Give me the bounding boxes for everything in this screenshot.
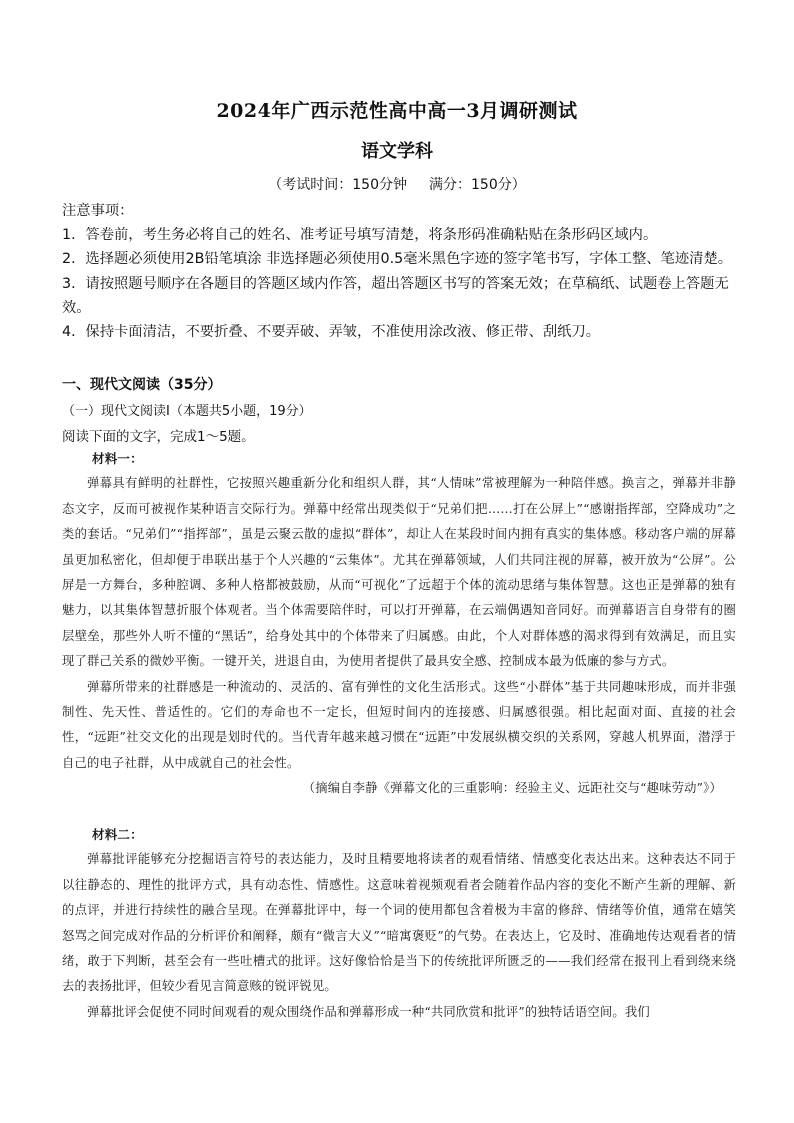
notice-item: 1．答卷前，考生务必将自己的姓名、准考证号填写清楚，将条形码准确粘贴在条形码区域内。 — [62, 227, 658, 244]
material-two — [62, 822, 736, 1025]
exam-title: 2024年广西示范性高中高一3月调研测试 — [216, 100, 578, 122]
notice-block — [62, 199, 734, 344]
passage-paragraph: 弹幕所带来的社群感是一种流动的、灵活的、富有弹性的文化生活形式。这些“小群体”基于共同趣味形成，而并非强制性、先天性、普适性的。它们的寿命也不一定长，但短时间内的连接感、归属感很强。相比起面对面、直接的社会性，“远距”社交文化的出现是划时代的。当代青年越来越习惯在“远距”中发展纵横交织的关系网，穿越人机界面，潜浮于自己的电子社群，从中成就自己的社会性。 — [62, 679, 736, 770]
material-label: 材料二： — [92, 827, 143, 842]
section-instruction: 阅读下面的文字，完成1～5题。 — [62, 429, 255, 445]
notice-heading: 注意事项： — [62, 203, 134, 219]
notice-item: 4．保持卡面清洁，不要折叠、不要弄破、弄皱，不准使用涂改液、修正带、刮纸刀。 — [62, 324, 601, 341]
section-subtitle: （一）现代文阅读Ⅰ（本题共5小题，19分） — [62, 404, 312, 419]
passage-paragraph: 弹幕具有鲜明的社群性，它按照兴趣重新分化和组织人群，其“人情味”常被理解为一种陪伴感。换言之，弹幕并非静态文字，反而可被视作某种语言交际行为。弹幕中经常出现类似于“兄弟们把……打在公屏上”“感谢指挥部，空降成功”之类的套话。“兄弟们”“指挥部”，虽是云聚云散的虚拟“群体”，却让人在某段时间内拥有真实的集体感。移动客户端的屏幕虽更加私密化，但却便于串联出基于个人兴趣的“云集体”。尤其在弹幕领域，人们共同注视的屏幕，被开放为“公屏”。公屏是一方舞台，多种腔调、多种人格都被鼓励，从而“可视化”了远超于个体的流动思绪与集体智慧。这也正是弹幕的独有魅力，以其集体智慧折服个体观者。当个体需要陪伴时，可以打开弹幕，在云端偶遇知音同好。而弹幕语言自身带有的圈层壁垒，那些外人听不懂的“黑话”，给身处其中的个体带来了归属感。由此，个人对群体感的渴求得到有效满足，而且实现了群己关系的微妙平衡。一键开关，进退自由，为使用者提供了最具安全感、控制成本最为低廉的参与方式。 — [62, 476, 736, 669]
full-score: 满分：150分） — [429, 177, 526, 193]
notice-item: 2．选择题必须使用2B铅笔填涂 非选择题必须使用0.5毫米黑色字迹的签字笔书写，字体工整、笔迹清楚。 — [62, 251, 733, 268]
exam-info — [0, 174, 794, 194]
subject-title: 语文学科 — [361, 141, 433, 162]
exam-time: （考试时间：150分钟 — [268, 177, 407, 193]
section-title: 一、现代文阅读（35分） — [62, 377, 222, 393]
material-source: （摘编自李静《弹幕文化的三重影响：经验主义、远距社交与“趣味劳动”》） — [302, 781, 722, 796]
passage-paragraph: 弹幕批评能够充分挖掘语言符号的表达能力，及时且精要地将读者的观看情绪、情感变化表达出来。这种表达不同于以往静态的、理性的批评方式，具有动态性、情感性。这意味着视频观看者会随着作品内容的变化不断产生新的理解、新的点评，并进行持续性的融合呈现。在弹幕批评中，每一个词的使用都包含着极为丰富的修辞、情绪等价值，通常在嬉笑怒骂之间完成对作品的分析评价和阐释，颇有“微言大义”“暗寓褒贬”的气势。在表达上，它及时、准确地传达观看者的情绪，敢于下判断，甚至会有一些吐槽式的批评。这好像恰恰是当下的传统批评所匮乏的——我们经常在报刊上看到绕来绕去的表扬批评，但较少看见言简意赅的锐评锐见。 — [62, 852, 736, 994]
notice-item: 3．请按照题号顺序在各题目的答题区域内作答，超出答题区书写的答案无效；在草稿纸、试题卷上答题无效。 — [62, 275, 729, 316]
material-one — [62, 446, 736, 802]
material-label: 材料一： — [92, 451, 143, 466]
passage-paragraph: 弹幕批评会促使不同时间观看的观众围绕作品和弹幕形成一种“共同欣赏和批评”的独特话语空间。我们 — [87, 1004, 650, 1019]
